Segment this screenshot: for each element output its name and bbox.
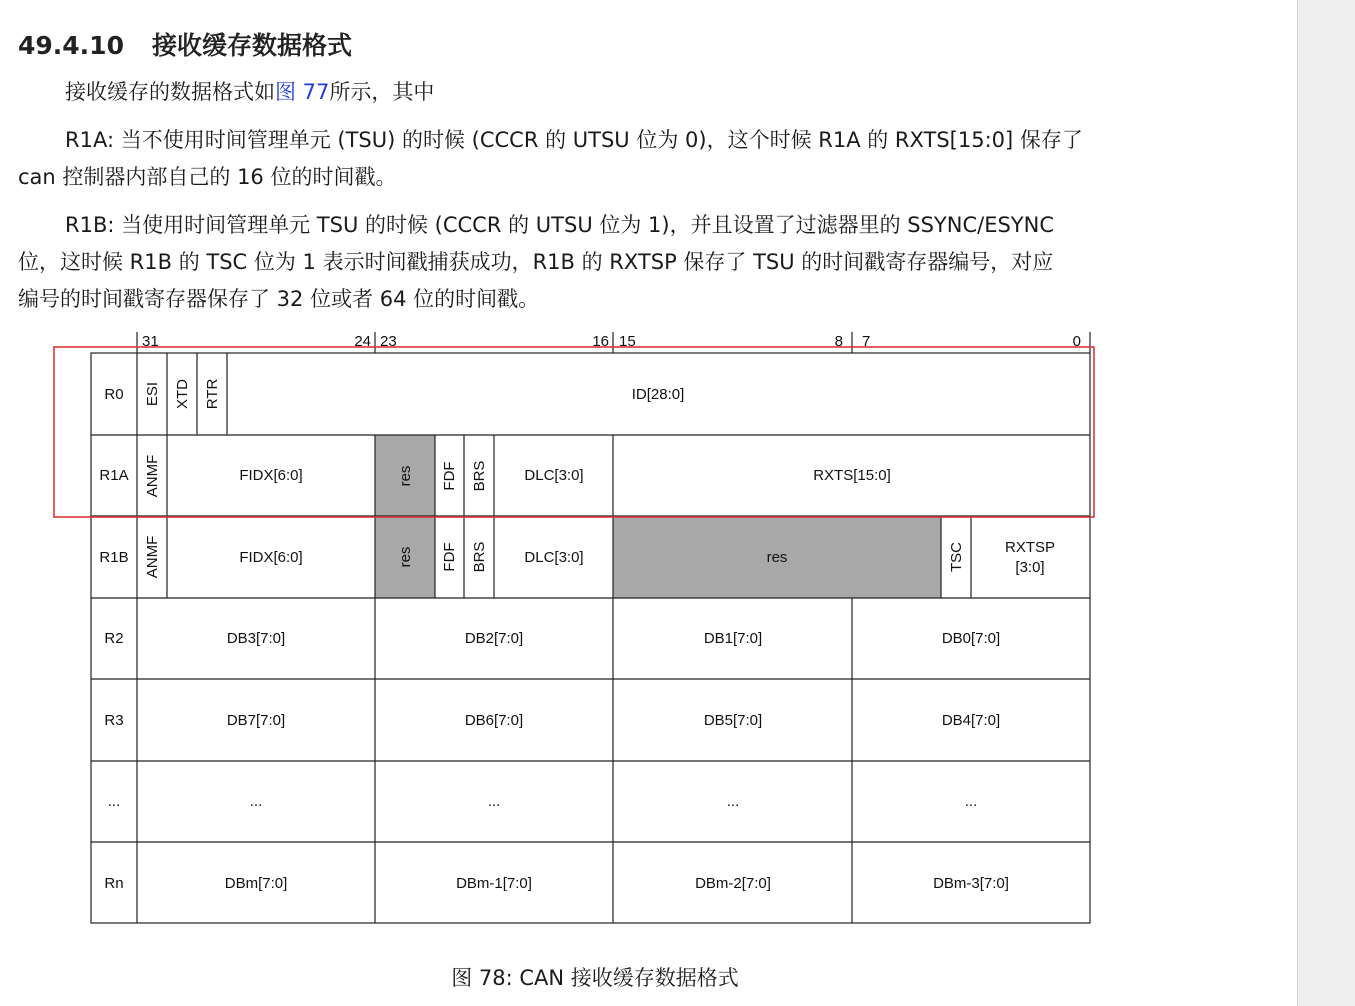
bit-tick-16: 16 (592, 333, 609, 350)
section-number: 49.4.10 (18, 31, 124, 60)
r2-byte-1: DB1[7:0] (703, 630, 763, 647)
ellipsis-byte-0: ... (964, 793, 978, 810)
r1a-field-brs: BRS (471, 460, 488, 492)
intro-text-after: 所示，其中 (329, 80, 435, 104)
field-id: ID[28:0] (631, 386, 685, 403)
r1b-field-fdf: FDF (441, 542, 458, 572)
rn-byte-3: DBm[7:0] (224, 875, 288, 892)
diagram-grid (91, 332, 1090, 923)
r2-byte-2: DB2[7:0] (464, 630, 524, 647)
r1b-field-fidx: FIDX[6:0] (239, 549, 303, 566)
row-label-rn: Rn (104, 875, 124, 892)
r1a-field-dlc: DLC[3:0] (524, 467, 584, 484)
row-label-r1a: R1A (99, 467, 129, 484)
r1b-field-rxtsp-range: [3:0] (1015, 559, 1045, 576)
r1a-line-2: can 控制器内部自己的 16 位的时间戳。 (18, 165, 397, 189)
r3-byte-3: DB7[7:0] (226, 712, 286, 729)
bit-tick-24: 24 (354, 333, 371, 350)
r1b-field-rxtsp: RXTSP (1004, 539, 1056, 556)
figure-77-link[interactable]: 图 77 (275, 80, 330, 104)
r1a-field-res: res (397, 465, 414, 487)
field-esi: ESI (144, 381, 161, 407)
row-label-ellipsis: ... (107, 793, 121, 810)
field-rtr: RTR (204, 378, 221, 410)
r1b-field-anmf: ANMF (144, 535, 161, 579)
r1a-field-anmf: ANMF (144, 454, 161, 498)
row-label-r0: R0 (104, 386, 124, 403)
r1b-line-2: 位，这时候 R1B 的 TSC 位为 1 表示时间戳捕获成功，R1B 的 RXTSP 保存了 TSU 的时间戳寄存器编号，对应 (18, 250, 1054, 274)
rn-byte-2: DBm-1[7:0] (456, 875, 532, 892)
r1b-field-res: res (397, 546, 414, 568)
r1a-line-1: R1A: 当不使用时间管理单元 (TSU) 的时候 (CCCR 的 UTSU 位为 0)，这个时候 R1A 的 RXTS[15:0] 保存了 (65, 128, 1083, 152)
highlight-box (54, 347, 1094, 517)
section-title: 接收缓存数据格式 (151, 31, 352, 60)
ellipsis-byte-2: ... (487, 793, 501, 810)
r3-byte-2: DB6[7:0] (464, 712, 524, 729)
bit-tick-8: 8 (834, 333, 843, 350)
ellipsis-byte-1: ... (726, 793, 740, 810)
bit-tick-23: 23 (380, 333, 397, 350)
r1b-field-brs: BRS (471, 541, 488, 573)
r3-byte-0: DB4[7:0] (941, 712, 1001, 729)
r1a-field-fidx: FIDX[6:0] (239, 467, 303, 484)
r1a-field-rxts: RXTS[15:0] (813, 467, 891, 484)
row-label-r2: R2 (104, 630, 124, 647)
r2-byte-0: DB0[7:0] (941, 630, 1001, 647)
rn-byte-1: DBm-2[7:0] (695, 875, 771, 892)
rn-byte-0: DBm-3[7:0] (933, 875, 1009, 892)
bit-tick-15: 15 (619, 333, 636, 350)
viewer-side-panel (1297, 0, 1355, 1006)
r2-byte-3: DB3[7:0] (226, 630, 286, 647)
bit-tick-7: 7 (862, 333, 871, 350)
figure-caption: 图 78: CAN 接收缓存数据格式 (451, 966, 739, 990)
r1b-line-1: R1B: 当使用时间管理单元 TSU 的时候 (CCCR 的 UTSU 位为 1)，并且设置了过滤器里的 SSYNC/ESYNC (65, 213, 1054, 237)
r1a-field-fdf: FDF (441, 461, 458, 491)
r1b-line-3: 编号的时间戳寄存器保存了 32 位或者 64 位的时间戳。 (18, 287, 540, 311)
bit-tick-31: 31 (142, 333, 159, 350)
ellipsis-byte-3: ... (249, 793, 263, 810)
field-xtd: XTD (174, 379, 191, 409)
bit-tick-0: 0 (1072, 333, 1081, 350)
r3-byte-1: DB5[7:0] (703, 712, 763, 729)
r1b-field-res-wide: res (766, 549, 788, 566)
r1b-field-dlc: DLC[3:0] (524, 549, 584, 566)
row-label-r3: R3 (104, 712, 124, 729)
r1b-field-tsc: TSC (948, 542, 965, 572)
intro-text-before: 接收缓存的数据格式如 (65, 80, 275, 104)
row-label-r1b: R1B (99, 549, 129, 566)
